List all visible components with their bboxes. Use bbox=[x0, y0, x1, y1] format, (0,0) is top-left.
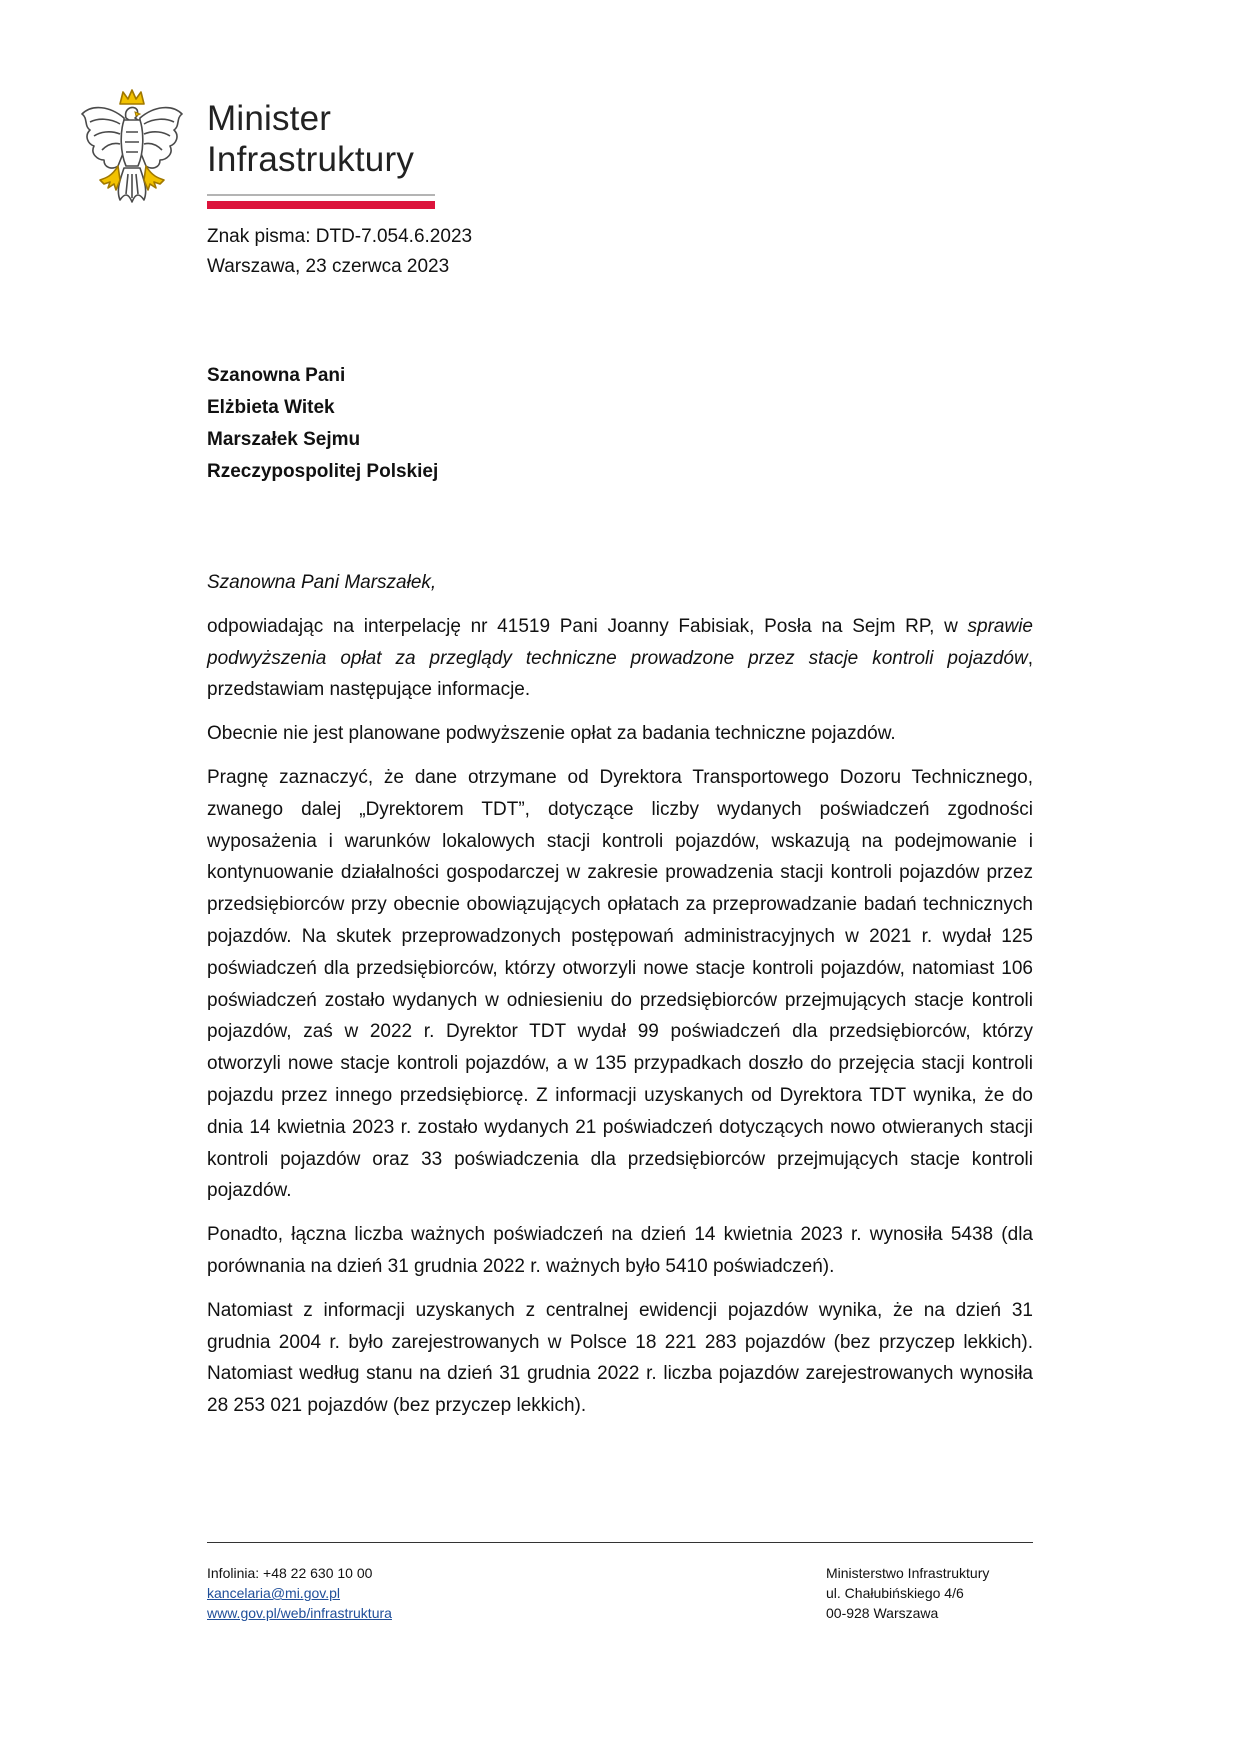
ministry-name-line1: Minister bbox=[207, 99, 332, 138]
footer-contact bbox=[207, 1563, 392, 1623]
addressee-line: Marszałek Sejmu bbox=[207, 429, 361, 450]
website-link[interactable]: www.gov.pl/web/infrastruktura bbox=[207, 1605, 392, 1621]
footer-divider bbox=[207, 1542, 1033, 1543]
letter-body bbox=[207, 567, 1033, 1434]
address-line: 00-928 Warszawa bbox=[826, 1605, 939, 1621]
flag-red-stripe bbox=[207, 201, 435, 209]
footer-address bbox=[826, 1563, 989, 1623]
salutation: Szanowna Pani Marszałek, bbox=[207, 572, 437, 593]
body-paragraph: Pragnę zaznaczyć, że dane otrzymane od Dyrektora Transportowego Dozoru Technicznego, zwanego dalej „Dyrektorem TDT”, dotyczące liczby wydanych poświadczeń zgodności wyposażenia i warunków lokalowych stacji kontroli pojazdów, wskazują na podejmowanie i kontynuowanie działalności gospodarczej w zakresie prowadzenia stacji kontroli pojazdów przez przedsiębiorców przy obecnie obowiązujących opłatach za przeprowadzanie badań technicznych pojazdów. Na skutek przeprowadzonych postępowań administracyjnych w 2021 r. wydał 125 poświadczeń dla przedsiębiorców, którzy otworzyli nowe stacje kontroli pojazdów, natomiast 106 poświadczeń zostało wydanych w odniesieniu do przedsiębiorców przejmujących stacje kontroli pojazdów, zaś w 2022 r. Dyrektor TDT wydał 99 poświadczeń dla przedsiębiorców, którzy otworzyli nowe stacje kontroli pojazdów, a w 135 przypadkach doszło do przejęcia stacji kontroli pojazdu przez innego przedsiębiorcę. Z informacji uzyskanych od Dyrektora TDT wynika, że do dnia 14 kwietnia 2023 r. zostało wydanych 21 poświadczeń dotyczących nowo otwieranych stacji kontroli pojazdów oraz 33 poświadczenia dla przedsiębiorców przejmujących stacje kontroli pojazdów. bbox=[207, 766, 1033, 1202]
body-paragraph: Natomiast z informacji uzyskanych z centralnej ewidencji pojazdów wynika, że na dzień 31 grudnia 2004 r. było zarejestrowanych w Polsce 18 221 283 pojazdów (bez przyczep lekkich). Natomiast według stanu na dzień 31 grudnia 2022 r. liczba pojazdów zarejestrowanych wynosiła 28 253 021 pojazdów (bez przyczep lekkich). bbox=[207, 1299, 1033, 1417]
address-line: Ministerstwo Infrastruktury bbox=[826, 1565, 990, 1581]
addressee-block bbox=[207, 360, 438, 488]
ministry-name-line2: Infrastruktury bbox=[207, 140, 415, 179]
body-paragraph bbox=[207, 611, 1033, 706]
interpellation-subject: sprawie podwyższenia opłat za przeglądy techniczne prowadzone przez stacje kontroli pojazdów bbox=[207, 615, 1033, 669]
email-link[interactable]: kancelaria@mi.gov.pl bbox=[207, 1585, 341, 1601]
polish-eagle-emblem-icon bbox=[80, 88, 184, 210]
letter-meta bbox=[207, 222, 472, 282]
addressee-line: Elżbieta Witek bbox=[207, 397, 335, 418]
address-line: ul. Chałubińskiego 4/6 bbox=[826, 1585, 964, 1601]
hotline-number: Infolinia: +48 22 630 10 00 bbox=[207, 1565, 373, 1581]
addressee-line: Rzeczypospolitej Polskiej bbox=[207, 461, 439, 482]
body-paragraph-text: odpowiadając na interpelację nr 41519 Pani Joanny Fabisiak, Posła na Sejm RP, w bbox=[207, 615, 968, 637]
reference-number: Znak pisma: DTD-7.054.6.2023 bbox=[207, 226, 473, 247]
body-paragraph-text: , przedstawiam następujące informacje. bbox=[207, 647, 1033, 701]
body-paragraph: Ponadto, łączna liczba ważnych poświadczeń na dzień 14 kwietnia 2023 r. wynosiła 5438 (dla porównania na dzień 31 grudnia 2022 r. ważnych było 5410 poświadczeń). bbox=[207, 1224, 1033, 1277]
ministry-name bbox=[207, 98, 414, 180]
place-and-date: Warszawa, 23 czerwca 2023 bbox=[207, 256, 450, 277]
flag-divider bbox=[207, 194, 435, 209]
body-paragraph: Obecnie nie jest planowane podwyższenie opłat za badania techniczne pojazdów. bbox=[207, 723, 896, 745]
addressee-line: Szanowna Pani bbox=[207, 365, 346, 386]
